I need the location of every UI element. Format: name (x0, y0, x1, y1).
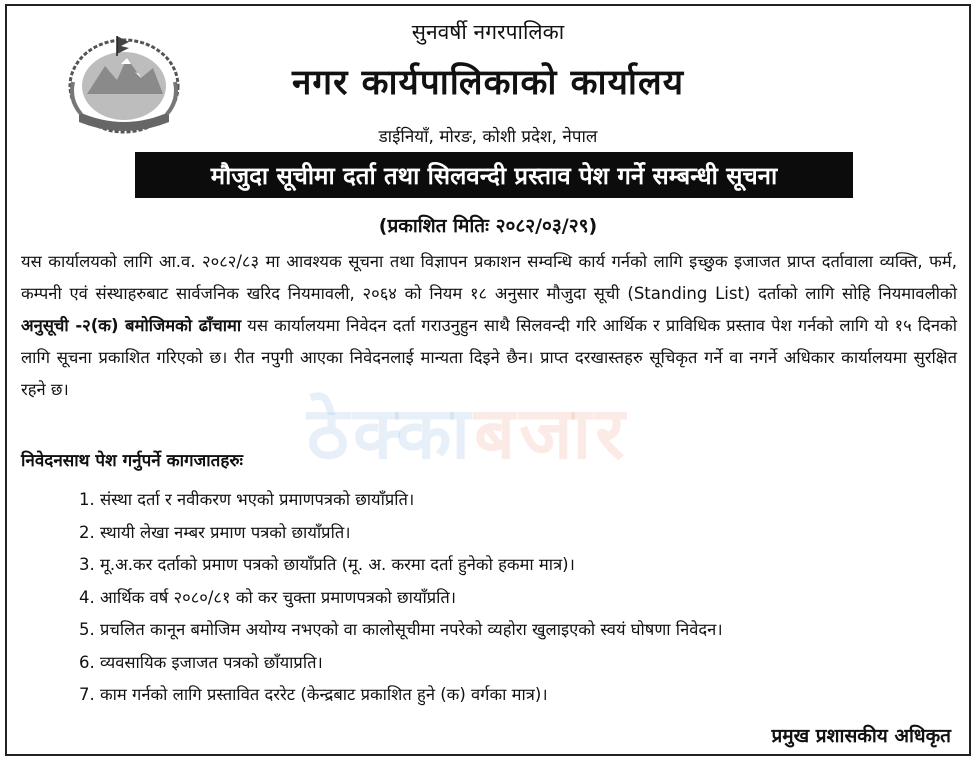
list-item: 4. आर्थिक वर्ष २०८०/८१ को कर चुक्ता प्रमाणपत्रको छायाँप्रति। (79, 587, 457, 607)
signatory-title: प्रमुख प्रशासकीय अधिकृत (771, 725, 951, 747)
list-item: 5. प्रचलित कानून बमोजिम अयोग्य नभएको वा कालोसूचीमा नपरेको व्यहोरा खुलाइएको स्वयं घोषणा निवेदन। (79, 620, 723, 639)
documents-heading: निवेदनसाथ पेश गर्नुपर्ने कागजातहरुः (21, 451, 243, 471)
notice-body-part-2: यस कार्यालयमा निवेदन दर्ता गराउनुहुन साथै सिलवन्दी गरि आर्थिक र प्राविधिक प्रस्ताव पेश गर्नको लागि यो १५ दिनको लागि सूचना प्रकाशित गरिएको छ। रीत नपुगी आएका निवेदनलाई मान्यता दिइने छैन। प्राप्त दरखास्तहरु सूचिकृत गर्ने वा नगर्ने अधिकार कार्यालयमा सुरक्षित रहने छ। (21, 316, 957, 399)
notice-title: मौजुदा सूचीमा दर्ता तथा सिलवन्दी प्रस्ताव पेश गर्ने सम्बन्धी सूचना (210, 161, 778, 190)
municipality-name: सुनवर्षी नगरपालिका (411, 20, 565, 44)
published-date: (प्रकाशित मितिः २०८२/०३/२९) (378, 215, 598, 237)
list-item: 3. मू.अ.कर दर्ताको प्रमाण पत्रको छायाँप्रति (मू. अ. करमा दर्ता हुनेको हकमा मात्र)। (79, 555, 575, 574)
list-item: 6. व्यवसायिक इजाजत पत्रको छाँयाप्रति। (79, 652, 323, 672)
watermark-part-1: ठेक्का (307, 391, 475, 475)
notice-body-part-1: यस कार्यालयको लागि आ.व. २०८२/८३ मा आवश्यक सूचना तथा विज्ञापन प्रकाशन सम्वन्धि कार्य गर्नको लागि इच्छुक इजाजत प्राप्त दर्तावाला व्यक्ति, फर्म, कम्पनी एवं संस्थाहरुबाट सार्वजनिक खरिद नियमावली, २०६४ को नियम १८ अनुसार मौजुदा सूची (Standing List) दर्ताको लागि सोहि नियमावलीको (21, 252, 957, 303)
watermark-part-2: बजार (474, 391, 629, 475)
office-name: नगर कार्यपालिकाको कार्यालय (291, 63, 685, 103)
list-item: 2. स्थायी लेखा नम्बर प्रमाण पत्रको छायाँप्रति। (79, 522, 351, 542)
list-item: 1. संस्था दर्ता र नवीकरण भएको प्रमाणपत्रको छायाँप्रति। (79, 490, 415, 509)
notice-body (21, 246, 957, 406)
office-address: डाईनियाँ, मोरङ, कोशी प्रदेश, नेपाल (378, 127, 598, 147)
notice-title-bar (135, 152, 853, 198)
list-item: 7. काम गर्नको लागि प्रस्तावित दररेट (केन्द्रबाट प्रकाशित हुने (क) वर्गका मात्र)। (79, 685, 548, 704)
notice-document (5, 4, 971, 756)
notice-body-bold: अनुसूची -२(क) बमोजिमको ढाँचामा (21, 316, 242, 335)
documents-list (79, 484, 723, 712)
